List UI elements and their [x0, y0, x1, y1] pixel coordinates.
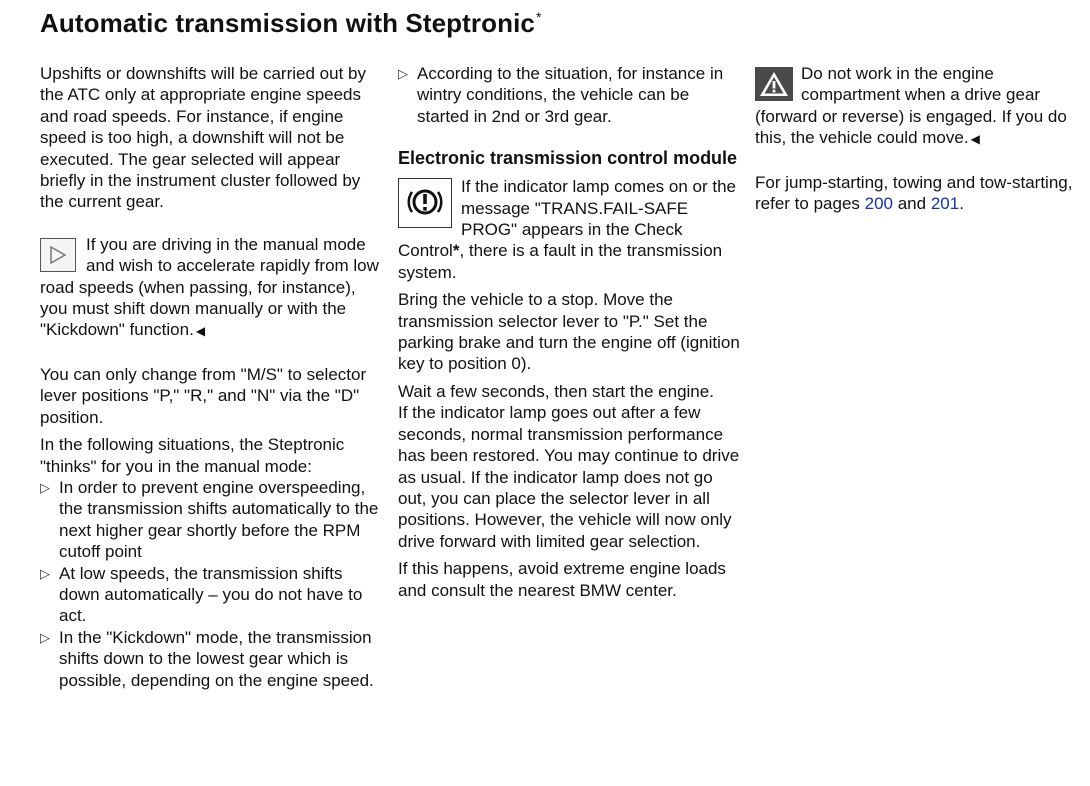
- indicator-lamp-text: If the indicator lamp comes on or the message "TRANS.FAIL-SAFE PROG" appears in the Check Control: [398, 177, 736, 261]
- optional-equipment-mark: *: [535, 9, 542, 26]
- indicator-lamp-paragraph: [398, 176, 743, 283]
- paragraph-lamp-goes-out: If the indicator lamp goes out after a few seconds, normal transmission performance has been restored. You may continue to drive as usual. If the indicator lamp does not go out, you can place the selector lever in all positions. However, the vehicle will now only drive forward with limited gear selection.: [398, 403, 740, 551]
- paragraph-steptronic-thinks: In the following situations, the Steptronic "thinks" for you in the manual mode:: [40, 435, 345, 476]
- paragraph-ms-positions: You can only change from "M/S" to selector lever positions "P," "R," and "N" via the "D" position.: [40, 364, 367, 427]
- steptronic-bullet-list: [40, 477, 382, 691]
- paragraph-stop-vehicle: Bring the vehicle to a stop. Move the transmission selector lever to "P." Set the parking brake and turn the engine off (ignition key to position 0).: [398, 290, 740, 374]
- triangle-bullet-icon: ▷: [40, 565, 50, 581]
- note-manual-mode: [40, 234, 382, 343]
- page-link-201[interactable]: 201: [930, 194, 960, 214]
- column-2: [398, 63, 743, 601]
- paragraph-wait: Wait a few seconds, then start the engine.: [398, 381, 714, 401]
- page-link-200[interactable]: 200: [864, 194, 893, 214]
- indicator-lamp-text-end: , there is a fault in the transmission system.: [398, 241, 723, 282]
- list-item: ▷ According to the situation, for instance in wintry conditions, the vehicle can be started in 2nd or 3rd gear.: [398, 64, 724, 126]
- triangle-bullet-icon: ▷: [398, 66, 408, 81]
- note-text: If you are driving in the manual mode and wish to accelerate rapidly from low road speeds (when passing, for instance), you must shift down manually or with the "Kickdown" function.: [40, 234, 379, 340]
- page-title: [40, 8, 542, 39]
- warning-triangle-icon: [755, 67, 793, 101]
- note-triangle-icon: [40, 238, 76, 272]
- paragraph-atc-shifts: Upshifts or downshifts will be carried out by the ATC only at appropriate engine speeds and road speeds. For instance, if engine speed is too high, a downshift will not be executed. The gear selected will appear briefly in the instrument cluster followed by the current gear.: [40, 64, 366, 212]
- end-mark-icon: ◀: [970, 132, 980, 147]
- list-item: ▷ In order to prevent engine overspeeding, the transmission shifts automatically to the next higher gear shortly before the RPM cutoff point: [40, 477, 379, 562]
- list-item: ▷ At low speeds, the transmission shifts down automatically – you do not have to act.: [40, 563, 363, 626]
- section-heading-transmission-module: Electronic transmission control module: [398, 148, 738, 169]
- list-item: ▷ In the "Kickdown" mode, the transmission shifts down to the lowest gear which is possible, depending on the engine speed.: [40, 627, 374, 690]
- optional-equipment-mark: *: [452, 241, 460, 261]
- paragraph-jump-starting: For jump-starting, towing and tow-starting, refer to pages 200 and 201.: [755, 172, 1073, 214]
- triangle-bullet-icon: ▷: [40, 479, 50, 495]
- warning-text: Do not work in the engine compartment when a drive gear (forward or reverse) is engaged. If you do this, the vehicle could move.: [755, 64, 1067, 148]
- end-mark-icon: ◀: [195, 324, 206, 339]
- column-1: [40, 63, 382, 691]
- warning-engine-compartment: [755, 63, 1087, 151]
- column-3: [755, 63, 1087, 214]
- transmission-warning-lamp-icon: [398, 178, 452, 228]
- start-gear-bullet-list: [398, 63, 743, 127]
- triangle-bullet-icon: ▷: [40, 629, 50, 645]
- paragraph-avoid-loads: If this happens, avoid extreme engine loads and consult the nearest BMW center.: [398, 559, 726, 600]
- page-title-text: Automatic transmission with Steptronic: [40, 8, 535, 38]
